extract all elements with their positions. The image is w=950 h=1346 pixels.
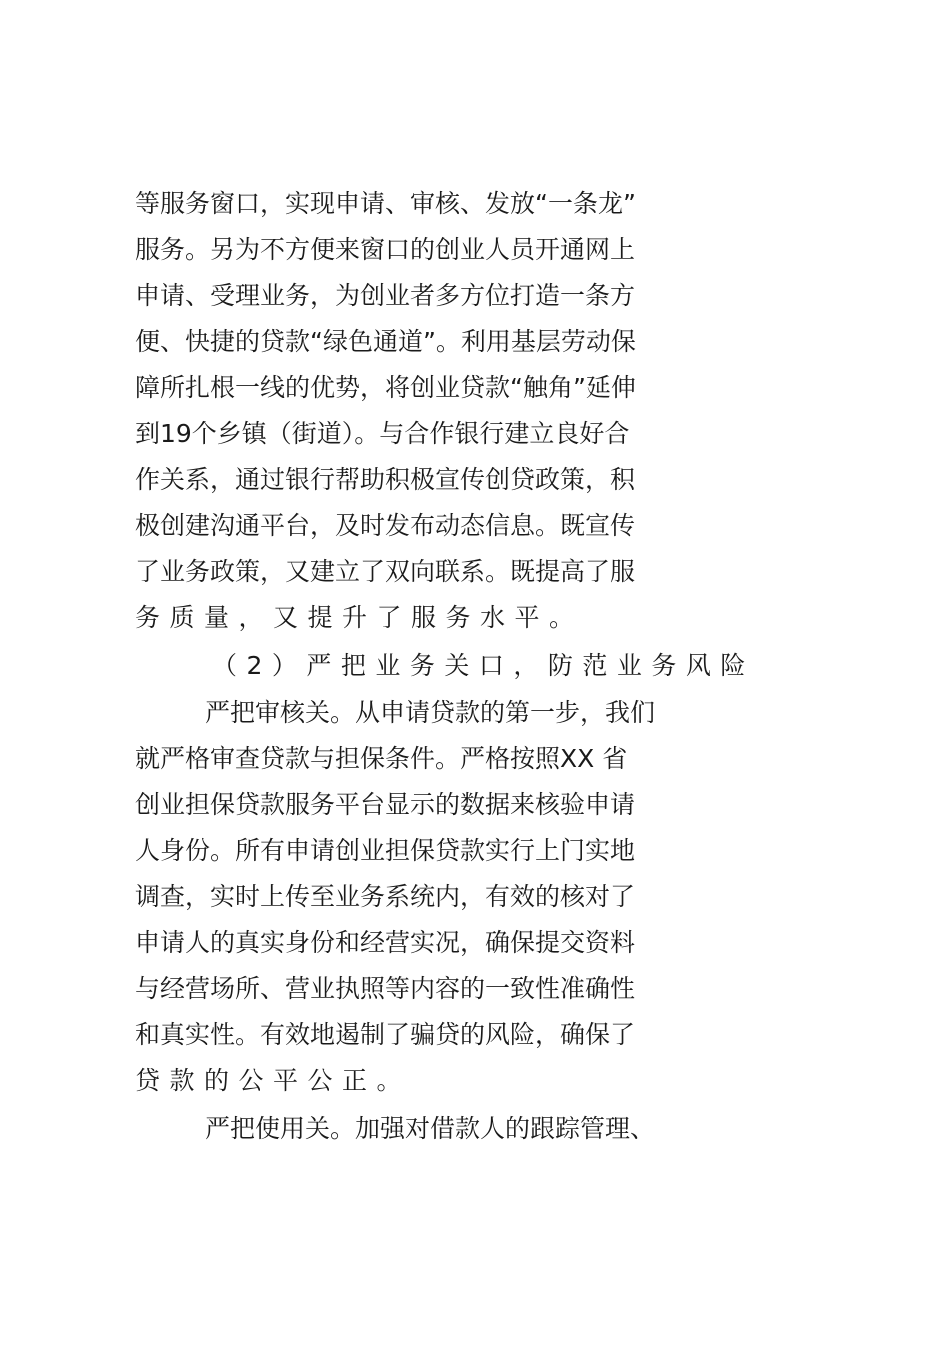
body-line-1: 等服务窗口，实现申请、审核、发放“一条龙” bbox=[135, 189, 636, 218]
body-line-7: 作关系，通过银行帮助积极宣传创贷政策，积 bbox=[135, 465, 636, 494]
body-line-5: 障所扎根一线的优势，将创业贷款“触角”延伸 bbox=[135, 373, 636, 402]
body-line-8: 极创建沟通平台，及时发布动态信息。既宣传 bbox=[135, 511, 636, 540]
body-line-9: 了业务政策，又建立了双向联系。既提高了服 bbox=[135, 557, 636, 586]
body-line-6: 到19个乡镇（街道）。与合作银行建立良好合 bbox=[135, 419, 630, 448]
body-line-20: 贷款的公平公正。 bbox=[135, 1066, 412, 1095]
body-line-13: 就严格审查贷款与担保条件。严格按照XX 省 bbox=[135, 744, 628, 773]
body-line-17: 申请人的真实身份和经营实况，确保提交资料 bbox=[135, 928, 636, 957]
section-heading: （2）严把业务关口，防范业务风险 bbox=[212, 651, 755, 680]
body-line-16: 调查，实时上传至业务系统内，有效的核对了 bbox=[135, 882, 636, 911]
body-line-19: 和真实性。有效地遏制了骗贷的风险，确保了 bbox=[135, 1020, 636, 1049]
body-line-18: 与经营场所、营业执照等内容的一致性准确性 bbox=[135, 974, 636, 1003]
body-line-3: 申请、受理业务，为创业者多方位打造一条方 bbox=[135, 281, 636, 310]
paragraph-first-line: 严把使用关。加强对借款人的跟踪管理、 bbox=[205, 1114, 656, 1143]
body-line-14: 创业担保贷款服务平台显示的数据来核验申请 bbox=[135, 790, 636, 819]
body-line-10: 务质量，又提升了服务水平。 bbox=[135, 603, 584, 632]
paragraph-first-line: 严把审核关。从申请贷款的第一步，我们 bbox=[205, 698, 656, 727]
body-line-4: 便、快捷的贷款“绿色通道”。利用基层劳动保 bbox=[135, 327, 636, 356]
body-line-15: 人身份。所有申请创业担保贷款实行上门实地 bbox=[135, 836, 636, 865]
body-line-2: 服务。另为不方便来窗口的创业人员开通网上 bbox=[135, 235, 636, 264]
